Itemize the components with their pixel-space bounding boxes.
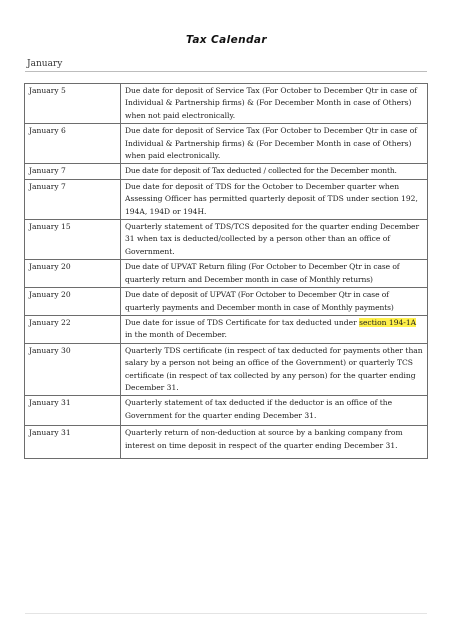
table-row: [25, 220, 428, 260]
description-cell: Due date for deposit of Tax deducted / collected for the December month.: [121, 164, 428, 179]
tax-calendar-table: [24, 83, 428, 459]
table-row: [25, 426, 428, 459]
due-date-cell: January 6: [25, 124, 121, 164]
description-cell: Due date of UPVAT Return filing (For October to December Qtr in case of quarterly return and December month in case of Monthly returns): [121, 260, 428, 288]
description-cell: Quarterly statement of tax deducted if the deductor is an office of the Government for the quarter ending December 31.: [121, 396, 428, 426]
due-date-cell: January 15: [25, 220, 121, 260]
table-row: [25, 124, 428, 164]
table-row: [25, 179, 428, 219]
month-divider: [25, 71, 427, 72]
table-row: [25, 164, 428, 179]
due-date-cell: January 20: [25, 288, 121, 316]
table-row: [25, 343, 428, 396]
due-date-cell: January 31: [25, 396, 121, 426]
description-cell: Due date of deposit of UPVAT (For October to December Qtr in case of quarterly payments and December month in case of Monthly payments): [121, 288, 428, 316]
month-heading: January: [27, 59, 63, 69]
description-cell: Due date for deposit of Service Tax (For October to December Qtr in case of Individual & Partnership firms) & (For December Month in case of Others) when not paid electronically.: [121, 84, 428, 124]
due-date-cell: January 30: [25, 343, 121, 396]
description-cell: Quarterly statement of TDS/TCS deposited for the quarter ending December 31 when tax is deducted/collected by a person other than an office of Government.: [121, 220, 428, 260]
table-row: [25, 84, 428, 124]
table-row: [25, 315, 428, 343]
due-date-cell: January 5: [25, 84, 121, 124]
description-text: Due date for issue of TDS Certificate for tax deducted under: [125, 317, 360, 327]
table-row: [25, 396, 428, 426]
description-cell: Due date for deposit of Service Tax (For October to December Qtr in case of Individual & Partnership firms) & (For December Month in case of Others) when paid electronically.: [121, 124, 428, 164]
due-date-cell: January 20: [25, 260, 121, 288]
highlighted-section-reference: section 194-1A: [359, 317, 417, 327]
description-cell: Quarterly TDS certificate (in respect of tax deducted for payments other than salary by a person not being an office of the Government) or quarterly TCS certificate (in respect of tax collected by any person) for the quarter ending December 31.: [121, 343, 428, 396]
due-date-cell: January 22: [25, 315, 121, 343]
table-row: [25, 288, 428, 316]
description-cell: Due date for deposit of TDS for the October to December quarter when Assessing Officer has permitted quarterly deposit of TDS under section 192, 194A, 194D or 194H.: [121, 179, 428, 219]
description-text: in the month of December.: [125, 330, 227, 340]
due-date-cell: January 7: [25, 179, 121, 219]
table-row: [25, 260, 428, 288]
description-cell: Quarterly return of non-deduction at source by a banking company from interest on time deposit in respect of the quarter ending December 31.: [121, 426, 428, 459]
description-cell: [121, 315, 428, 343]
footer-divider: [25, 613, 427, 614]
due-date-cell: January 31: [25, 426, 121, 459]
due-date-cell: January 7: [25, 164, 121, 179]
page-title: Tax Calendar: [186, 34, 267, 46]
